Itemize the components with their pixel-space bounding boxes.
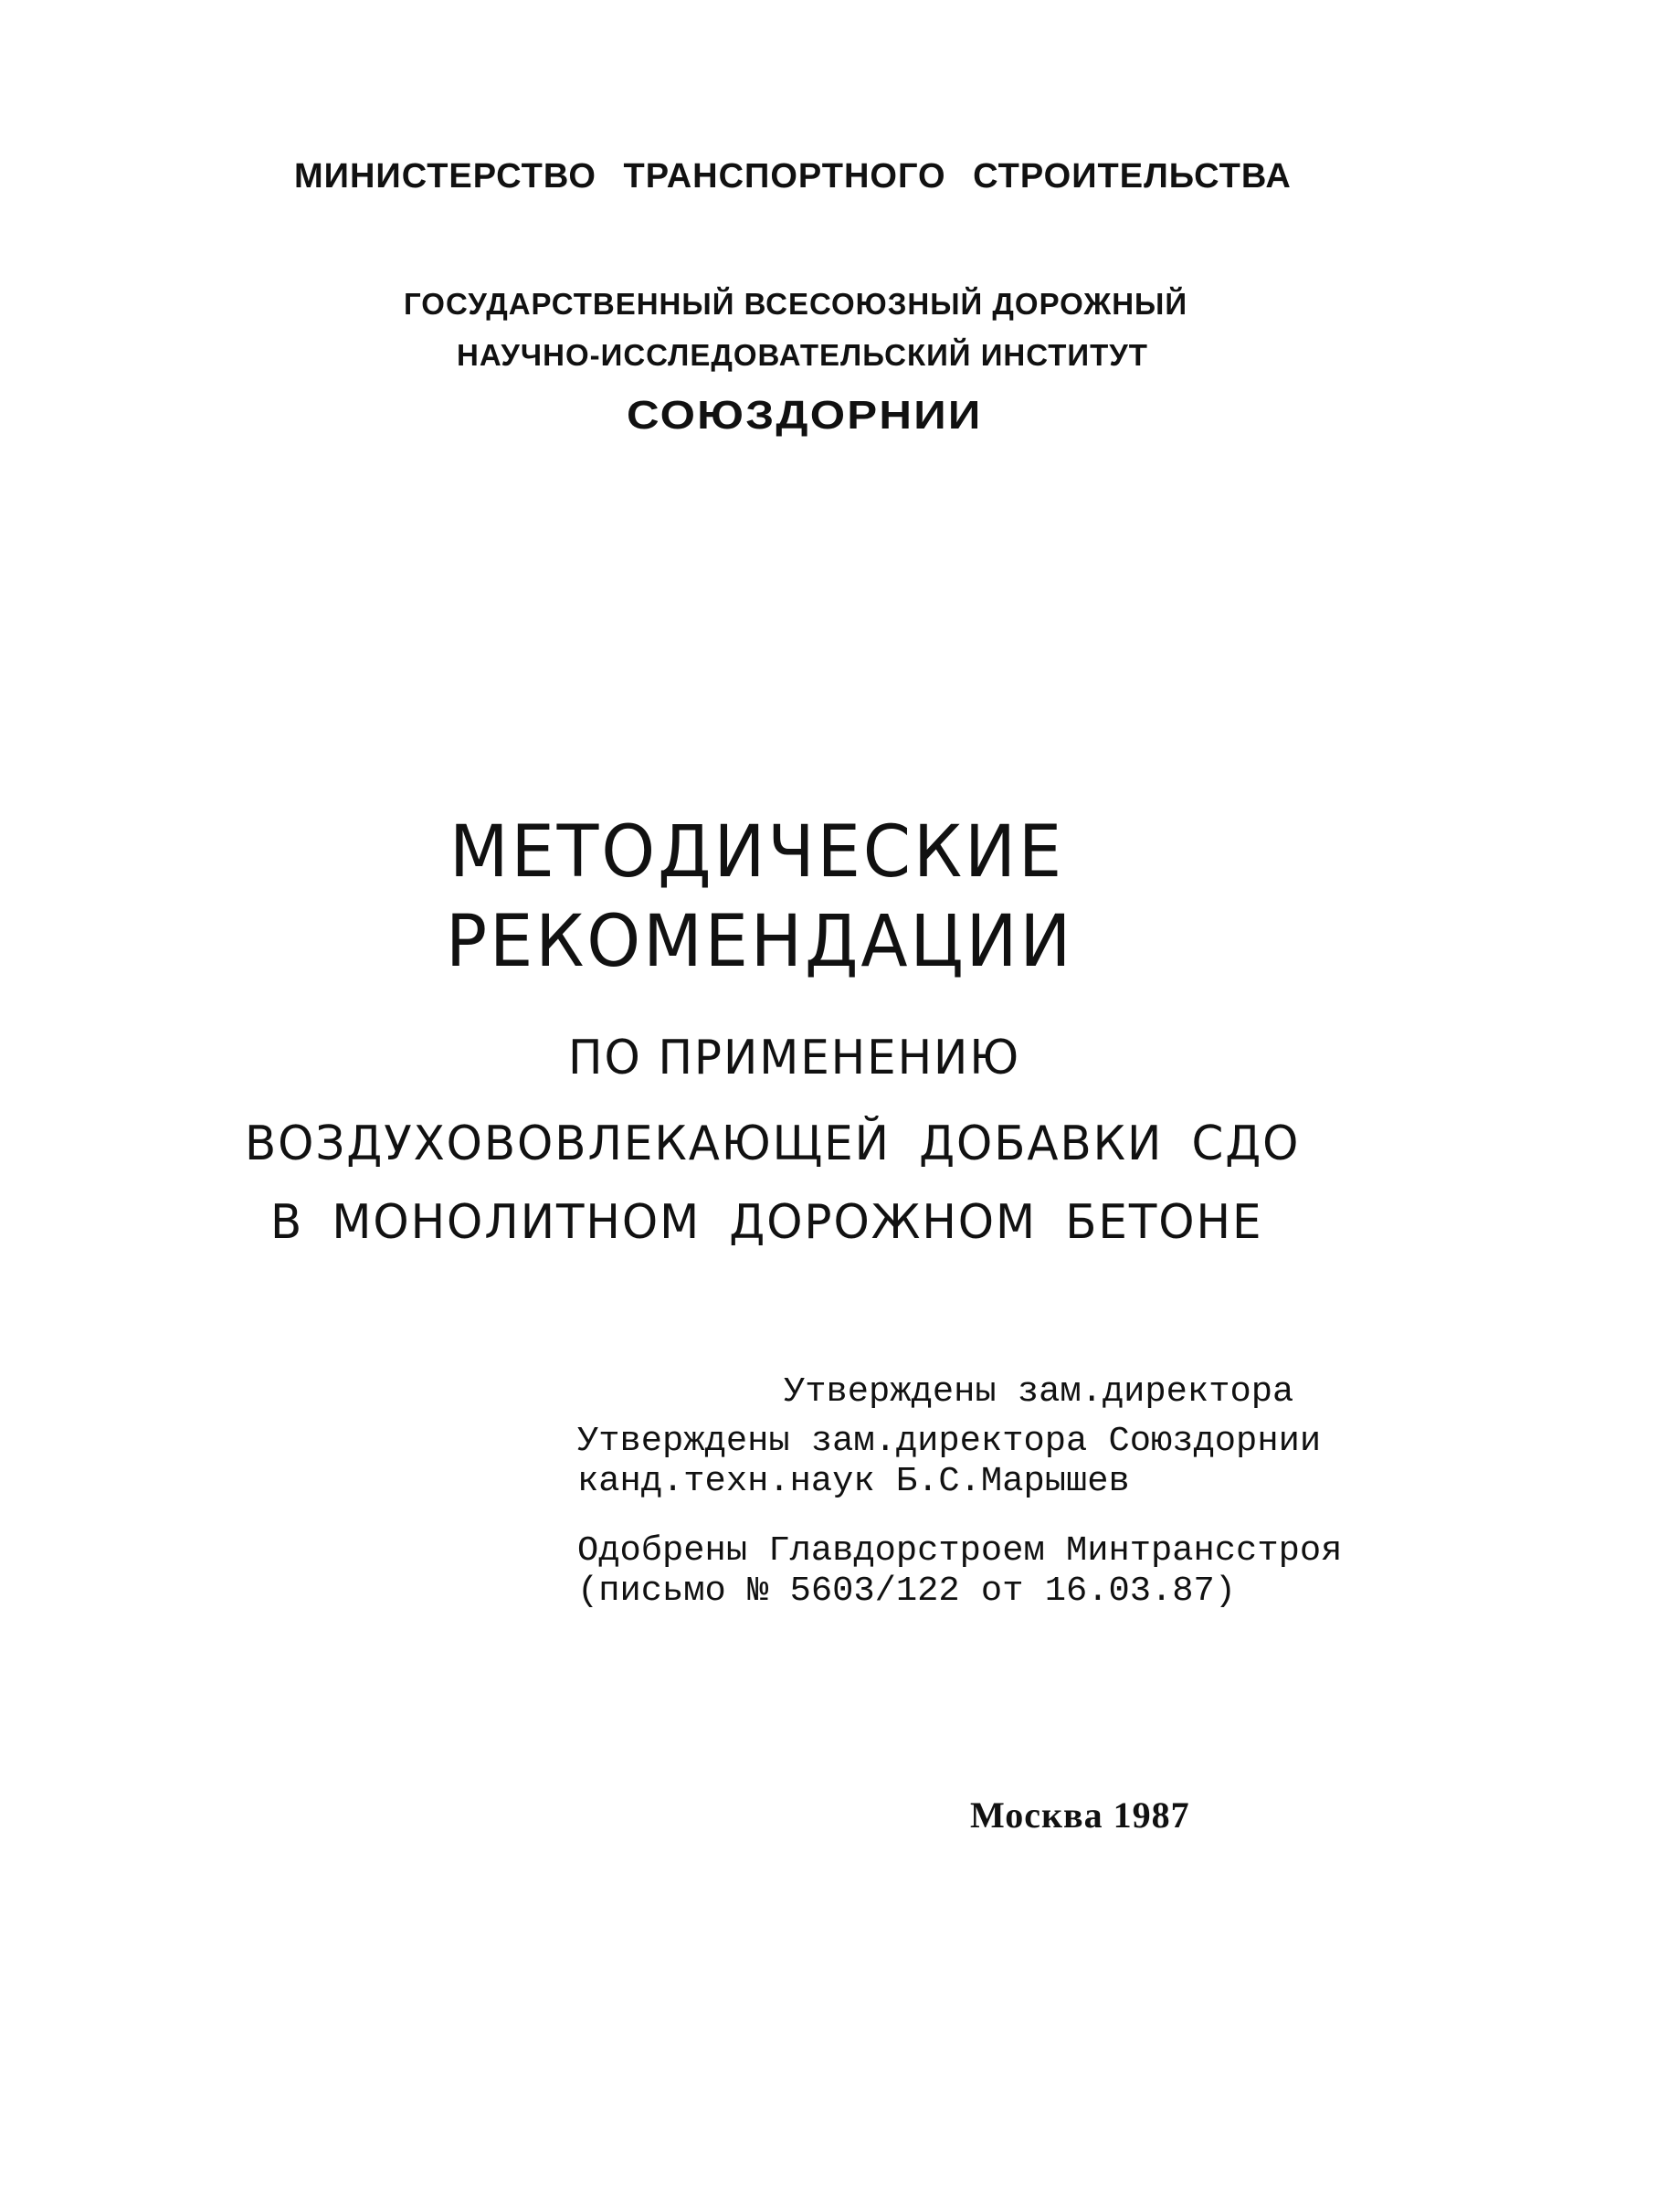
document-title-line1: МЕТОДИЧЕСКИЕ	[449, 811, 1065, 894]
imprint-city-year: Москва 1987	[970, 1794, 1190, 1836]
approval-line2: Утверждены зам.директора Союздорнии	[577, 1422, 1322, 1461]
approval-line4: Одобрены Главдорстроем Минтрансстроя	[577, 1531, 1343, 1571]
document-subtitle-line3: В МОНОЛИТНОМ ДОРОЖНОМ БЕТОНЕ	[270, 1195, 1263, 1250]
approval-line3: канд.техн.наук Б.С.Марышев	[577, 1462, 1130, 1501]
institute-name-line2: НАУЧНО-ИССЛЕДОВАТЕЛЬСКИЙ ИНСТИТУТ	[457, 338, 1148, 372]
approval-line1: Утверждены зам.директора	[784, 1372, 1294, 1412]
document-subtitle-line1: ПО ПРИМЕНЕНИЮ	[568, 1031, 1021, 1085]
approval-line5: (письмо № 5603/122 от 16.03.87)	[577, 1572, 1237, 1611]
ministry-heading: МИНИСТЕРСТВО ТРАНСПОРТНОГО СТРОИТЕЛЬСТВА	[294, 157, 1292, 196]
document-subtitle-line2: ВОЗДУХОВОВЛЕКАЮЩЕЙ ДОБАВКИ СДО	[245, 1117, 1301, 1171]
document-title-line2: РЕКОМЕНДАЦИИ	[446, 901, 1074, 983]
institute-brand: СОЮЗДОРНИИ	[627, 393, 983, 438]
institute-name-line1: ГОСУДАРСТВЕННЫЙ ВСЕСОЮЗНЫЙ ДОРОЖНЫЙ	[404, 287, 1188, 321]
